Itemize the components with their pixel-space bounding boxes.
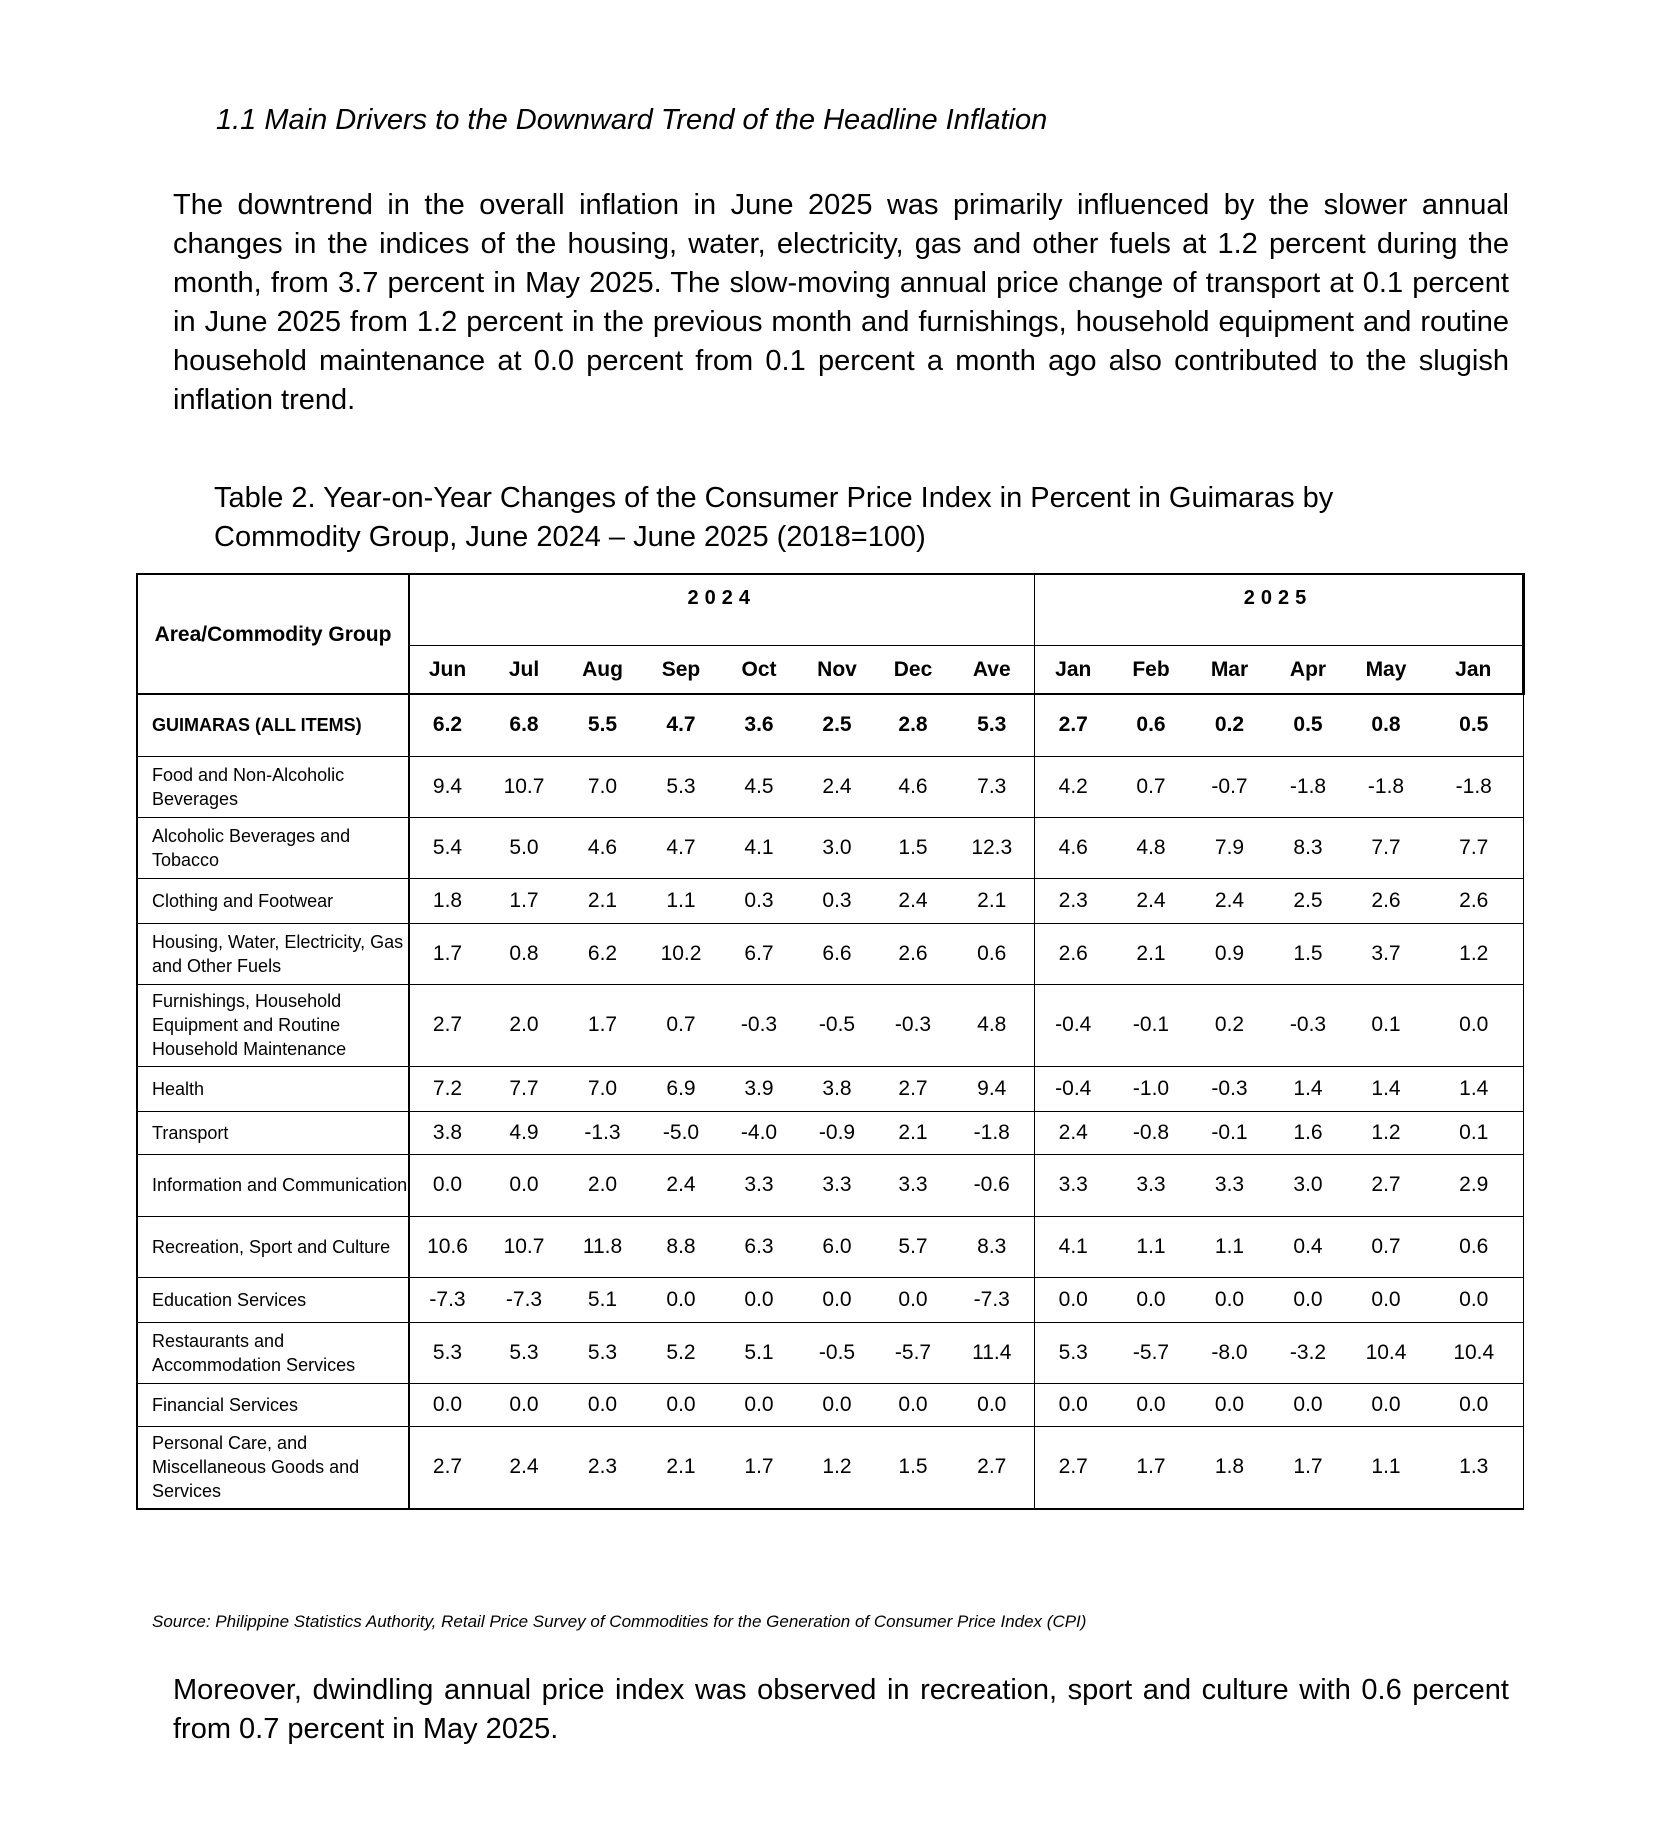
table-caption-line-2: Commodity Group, June 2024 – June 2025 (2018=100): [214, 521, 926, 553]
table-cell: 3.0: [798, 817, 876, 878]
table-caption-line-1: Table 2. Year-on-Year Changes of the Consumer Price Index in Percent in Guimaras by: [214, 482, 1334, 514]
table-cell: -5.0: [642, 1111, 720, 1154]
table-cell: 8.3: [1269, 817, 1347, 878]
table-cell: 9.4: [950, 1066, 1034, 1111]
table-cell: 7.0: [563, 756, 642, 817]
row-label: Restaurants and Accommodation Services: [137, 1322, 409, 1383]
table-cell: 0.0: [798, 1277, 876, 1322]
table-cell: -0.5: [798, 1322, 876, 1383]
year-2024-header: 2024: [409, 574, 1034, 646]
table-cell: 0.0: [1269, 1383, 1347, 1426]
table-cell: 10.6: [409, 1216, 485, 1277]
table-cell: 2.1: [1112, 923, 1190, 984]
row-label: Personal Care, and Miscellaneous Goods and Services: [137, 1426, 409, 1509]
month-header: Jan: [1034, 646, 1112, 695]
table-cell: 0.9: [1190, 923, 1269, 984]
table-cell: 0.0: [798, 1383, 876, 1426]
table-cell: 1.4: [1269, 1066, 1347, 1111]
table-cell: 4.5: [720, 756, 798, 817]
table-cell: 7.3: [950, 756, 1034, 817]
table-cell: 1.4: [1347, 1066, 1425, 1111]
table-cell: -0.6: [950, 1154, 1034, 1216]
table-cell: -0.3: [720, 984, 798, 1066]
table-cell: 0.2: [1190, 694, 1269, 756]
table-cell: 3.9: [720, 1066, 798, 1111]
table-row: [137, 1277, 1523, 1322]
table-cell: -1.8: [1269, 756, 1347, 817]
month-header: Ave: [950, 646, 1034, 695]
table-cell: 7.9: [1190, 817, 1269, 878]
table-row: [137, 878, 1523, 923]
table-cell: 12.3: [950, 817, 1034, 878]
area-commodity-header: Area/Commodity Group: [137, 574, 409, 694]
table-cell: 0.0: [1190, 1277, 1269, 1322]
table-cell: 0.6: [1112, 694, 1190, 756]
row-label: Clothing and Footwear: [137, 878, 409, 923]
table-cell: 0.0: [642, 1383, 720, 1426]
table-cell: 4.8: [950, 984, 1034, 1066]
table-cell: 10.7: [485, 756, 563, 817]
table-cell: 1.4: [1425, 1066, 1523, 1111]
table-cell: -0.4: [1034, 984, 1112, 1066]
table-cell: 3.8: [798, 1066, 876, 1111]
table-cell: 0.0: [876, 1383, 950, 1426]
month-header: Jun: [409, 646, 485, 695]
table-cell: 5.3: [409, 1322, 485, 1383]
table-cell: 2.1: [642, 1426, 720, 1509]
table-cell: -0.7: [1190, 756, 1269, 817]
table-cell: 0.0: [1347, 1383, 1425, 1426]
table-cell: 2.4: [798, 756, 876, 817]
table-cell: 8.8: [642, 1216, 720, 1277]
table-cell: 1.1: [1190, 1216, 1269, 1277]
table-cell: 0.8: [485, 923, 563, 984]
row-label: Information and Communication: [137, 1154, 409, 1216]
table-cell: 2.7: [1347, 1154, 1425, 1216]
table-cell: 5.7: [876, 1216, 950, 1277]
table-cell: 2.7: [1034, 1426, 1112, 1509]
table-cell: 5.1: [720, 1322, 798, 1383]
row-label: Transport: [137, 1111, 409, 1154]
table-cell: 2.4: [876, 878, 950, 923]
table-cell: 1.2: [798, 1426, 876, 1509]
table-cell: 2.7: [876, 1066, 950, 1111]
table-cell: 0.0: [1347, 1277, 1425, 1322]
table-cell: 7.7: [1425, 817, 1523, 878]
table-row: [137, 1383, 1523, 1426]
table-cell: 5.5: [563, 694, 642, 756]
table-cell: -7.3: [485, 1277, 563, 1322]
closing-paragraph: Moreover, dwindling annual price index was observed in recreation, sport and culture with 0.6 percent from 0.7 percent in May 2025.: [173, 1674, 1509, 1745]
table-cell: 2.1: [876, 1111, 950, 1154]
table-cell: 2.7: [409, 1426, 485, 1509]
table-cell: -0.3: [1269, 984, 1347, 1066]
table-cell: 6.7: [720, 923, 798, 984]
table-cell: 0.1: [1347, 984, 1425, 1066]
table-cell: -0.5: [798, 984, 876, 1066]
table-cell: 1.7: [720, 1426, 798, 1509]
row-label: Furnishings, Household Equipment and Routine Household Maintenance: [137, 984, 409, 1066]
table-cell: 2.3: [1034, 878, 1112, 923]
table-cell: 7.7: [485, 1066, 563, 1111]
table-cell: 2.6: [1347, 878, 1425, 923]
table-cell: 2.5: [1269, 878, 1347, 923]
table-cell: 0.0: [1425, 984, 1523, 1066]
table-cell: 2.3: [563, 1426, 642, 1509]
table-cell: 2.0: [563, 1154, 642, 1216]
table-cell: 4.6: [563, 817, 642, 878]
month-header: Jul: [485, 646, 563, 695]
table-cell: 4.7: [642, 694, 720, 756]
table-cell: 0.4: [1269, 1216, 1347, 1277]
table-cell: 1.3: [1425, 1426, 1523, 1509]
table-row: [137, 1426, 1523, 1509]
table-cell: 9.4: [409, 756, 485, 817]
table-row: [137, 817, 1523, 878]
table-cell: -0.3: [876, 984, 950, 1066]
table-cell: 1.5: [876, 1426, 950, 1509]
table-cell: 6.0: [798, 1216, 876, 1277]
month-header: May: [1347, 646, 1425, 695]
table-cell: 4.1: [720, 817, 798, 878]
table-cell: 2.7: [409, 984, 485, 1066]
table-cell: -0.3: [1190, 1066, 1269, 1111]
table-cell: 5.0: [485, 817, 563, 878]
table-cell: -3.2: [1269, 1322, 1347, 1383]
table-cell: 1.2: [1425, 923, 1523, 984]
table-cell: 1.7: [485, 878, 563, 923]
table-cell: 2.7: [950, 1426, 1034, 1509]
table-cell: 5.1: [563, 1277, 642, 1322]
table-cell: 0.0: [485, 1383, 563, 1426]
table-cell: 0.5: [1425, 694, 1523, 756]
table-cell: 6.3: [720, 1216, 798, 1277]
table-cell: 0.0: [1112, 1277, 1190, 1322]
table-cell: 5.3: [563, 1322, 642, 1383]
table-cell: 6.2: [409, 694, 485, 756]
table-cell: 0.7: [1347, 1216, 1425, 1277]
table-cell: 4.7: [642, 817, 720, 878]
table-cell: 1.7: [1269, 1426, 1347, 1509]
table-cell: 2.6: [876, 923, 950, 984]
table-cell: 10.4: [1425, 1322, 1523, 1383]
month-header: Mar: [1190, 646, 1269, 695]
table-cell: 0.0: [642, 1277, 720, 1322]
table-cell: 0.7: [1112, 756, 1190, 817]
table-cell: 3.0: [1269, 1154, 1347, 1216]
table-row: [137, 1216, 1523, 1277]
table-cell: -0.1: [1112, 984, 1190, 1066]
table-cell: 5.3: [1034, 1322, 1112, 1383]
table-cell: 1.7: [563, 984, 642, 1066]
table-cell: 2.5: [798, 694, 876, 756]
intro-paragraph: The downtrend in the overall inflation in June 2025 was primarily influenced by the slower annual changes in the indices of the housing, water, electricity, gas and other fuels at 1.2 percent during the month, from 3.7 percent in May 2025. The slow-moving annual price change of transport at 0.1 percent in June 2025 from 1.2 percent in the previous month and furnishings, household equipment and routine household maintenance at 0.0 percent from 0.1 percent a month ago also contributed to the slugish inflation trend.: [173, 189, 1509, 416]
table-cell: -4.0: [720, 1111, 798, 1154]
month-header: Nov: [798, 646, 876, 695]
table-cell: -0.9: [798, 1111, 876, 1154]
row-label: Health: [137, 1066, 409, 1111]
month-header: Feb: [1112, 646, 1190, 695]
row-label: Financial Services: [137, 1383, 409, 1426]
table-caption: [214, 479, 1514, 557]
table-row: [137, 1066, 1523, 1111]
table-cell: 7.7: [1347, 817, 1425, 878]
table-cell: 0.3: [798, 878, 876, 923]
table-cell: 4.6: [876, 756, 950, 817]
table-cell: 4.2: [1034, 756, 1112, 817]
table-cell: 2.4: [1190, 878, 1269, 923]
table-cell: 1.1: [1112, 1216, 1190, 1277]
table-cell: 4.8: [1112, 817, 1190, 878]
table-cell: 3.3: [876, 1154, 950, 1216]
table-cell: -5.7: [1112, 1322, 1190, 1383]
table-cell: 1.1: [1347, 1426, 1425, 1509]
table-cell: 1.7: [1112, 1426, 1190, 1509]
row-label: Education Services: [137, 1277, 409, 1322]
table-cell: 0.0: [1112, 1383, 1190, 1426]
table-cell: 7.2: [409, 1066, 485, 1111]
table-cell: 10.4: [1347, 1322, 1425, 1383]
table-cell: 0.0: [950, 1383, 1034, 1426]
table-cell: 0.7: [642, 984, 720, 1066]
table-cell: 3.3: [798, 1154, 876, 1216]
month-header: Jan: [1425, 646, 1523, 695]
table-cell: -0.4: [1034, 1066, 1112, 1111]
table-cell: 0.0: [876, 1277, 950, 1322]
table-cell: 6.8: [485, 694, 563, 756]
table-cell: -8.0: [1190, 1322, 1269, 1383]
table-cell: 1.2: [1347, 1111, 1425, 1154]
row-label: Recreation, Sport and Culture: [137, 1216, 409, 1277]
table-cell: 11.4: [950, 1322, 1034, 1383]
table-cell: 1.6: [1269, 1111, 1347, 1154]
row-label: Alcoholic Beverages and Tobacco: [137, 817, 409, 878]
month-header: Aug: [563, 646, 642, 695]
table-cell: 3.3: [1034, 1154, 1112, 1216]
table-cell: 6.6: [798, 923, 876, 984]
cpi-table: [136, 573, 1525, 1510]
year-2025-header: 2025: [1034, 574, 1523, 646]
table-cell: 8.3: [950, 1216, 1034, 1277]
table-cell: 0.6: [950, 923, 1034, 984]
month-header: Apr: [1269, 646, 1347, 695]
table-cell: 1.8: [409, 878, 485, 923]
table-cell: 0.2: [1190, 984, 1269, 1066]
table-cell: 1.5: [876, 817, 950, 878]
table-cell: 0.0: [409, 1383, 485, 1426]
table-cell: 10.7: [485, 1216, 563, 1277]
table-cell: 0.0: [485, 1154, 563, 1216]
row-label: Housing, Water, Electricity, Gas and Other Fuels: [137, 923, 409, 984]
table-cell: 5.3: [485, 1322, 563, 1383]
table-cell: 1.5: [1269, 923, 1347, 984]
table-cell: -1.8: [1425, 756, 1523, 817]
table-row: [137, 1111, 1523, 1154]
table-cell: 4.9: [485, 1111, 563, 1154]
table-cell: 2.7: [1034, 694, 1112, 756]
table-cell: -5.7: [876, 1322, 950, 1383]
table-cell: 0.0: [1425, 1383, 1523, 1426]
table-cell: 10.2: [642, 923, 720, 984]
table-cell: 5.4: [409, 817, 485, 878]
table-row: [137, 984, 1523, 1066]
table-cell: 2.0: [485, 984, 563, 1066]
table-row: [137, 1322, 1523, 1383]
table-cell: 5.3: [642, 756, 720, 817]
table-cell: 0.3: [720, 878, 798, 923]
table-cell: 0.0: [1269, 1277, 1347, 1322]
table-cell: -1.3: [563, 1111, 642, 1154]
table-cell: -1.8: [950, 1111, 1034, 1154]
month-header: Oct: [720, 646, 798, 695]
month-header: Sep: [642, 646, 720, 695]
table-cell: 7.0: [563, 1066, 642, 1111]
section-heading: 1.1 Main Drivers to the Downward Trend of the Headline Inflation: [216, 104, 1048, 136]
table-cell: -7.3: [409, 1277, 485, 1322]
table-cell: 2.8: [876, 694, 950, 756]
table-cell: 0.0: [409, 1154, 485, 1216]
table-cell: 5.3: [950, 694, 1034, 756]
table-cell: -0.1: [1190, 1111, 1269, 1154]
table-cell: 11.8: [563, 1216, 642, 1277]
table-cell: 0.0: [1034, 1383, 1112, 1426]
table-cell: -7.3: [950, 1277, 1034, 1322]
table-cell: 0.8: [1347, 694, 1425, 756]
table-cell: -0.8: [1112, 1111, 1190, 1154]
table-row: [137, 756, 1523, 817]
table-row: [137, 923, 1523, 984]
table-cell: 1.8: [1190, 1426, 1269, 1509]
table-cell: 0.0: [1425, 1277, 1523, 1322]
table-cell: 3.3: [1112, 1154, 1190, 1216]
table-cell: -1.8: [1347, 756, 1425, 817]
table-cell: 2.4: [1112, 878, 1190, 923]
table-cell: 1.1: [642, 878, 720, 923]
table-cell: 2.6: [1425, 878, 1523, 923]
table-cell: 2.4: [485, 1426, 563, 1509]
month-header: Dec: [876, 646, 950, 695]
table-cell: 3.6: [720, 694, 798, 756]
table-cell: 3.3: [720, 1154, 798, 1216]
table-cell: 2.1: [563, 878, 642, 923]
table-cell: -1.0: [1112, 1066, 1190, 1111]
table-cell: 3.7: [1347, 923, 1425, 984]
table-cell: 0.0: [1034, 1277, 1112, 1322]
table-cell: 0.5: [1269, 694, 1347, 756]
table-cell: 0.0: [563, 1383, 642, 1426]
table-cell: 0.6: [1425, 1216, 1523, 1277]
table-cell: 5.2: [642, 1322, 720, 1383]
table-cell: 2.1: [950, 878, 1034, 923]
table-cell: 3.8: [409, 1111, 485, 1154]
table-cell: 6.9: [642, 1066, 720, 1111]
table-row: [137, 1154, 1523, 1216]
row-label: Food and Non-Alcoholic Beverages: [137, 756, 409, 817]
table-cell: 0.0: [720, 1383, 798, 1426]
row-label: GUIMARAS (ALL ITEMS): [137, 694, 409, 756]
table-cell: 2.6: [1034, 923, 1112, 984]
table-cell: 1.7: [409, 923, 485, 984]
table-cell: 0.0: [720, 1277, 798, 1322]
table-cell: 2.4: [642, 1154, 720, 1216]
table-cell: 2.9: [1425, 1154, 1523, 1216]
source-note: Source: Philippine Statistics Authority, Retail Price Survey of Commodities for the Generation of Consumer Price Index (CPI): [152, 1612, 1087, 1631]
table-cell: 3.3: [1190, 1154, 1269, 1216]
table-cell: 4.6: [1034, 817, 1112, 878]
table-cell: 4.1: [1034, 1216, 1112, 1277]
table-cell: 0.0: [1190, 1383, 1269, 1426]
table-cell: 6.2: [563, 923, 642, 984]
table-cell: 0.1: [1425, 1111, 1523, 1154]
table-row: [137, 694, 1523, 756]
table-cell: 2.4: [1034, 1111, 1112, 1154]
